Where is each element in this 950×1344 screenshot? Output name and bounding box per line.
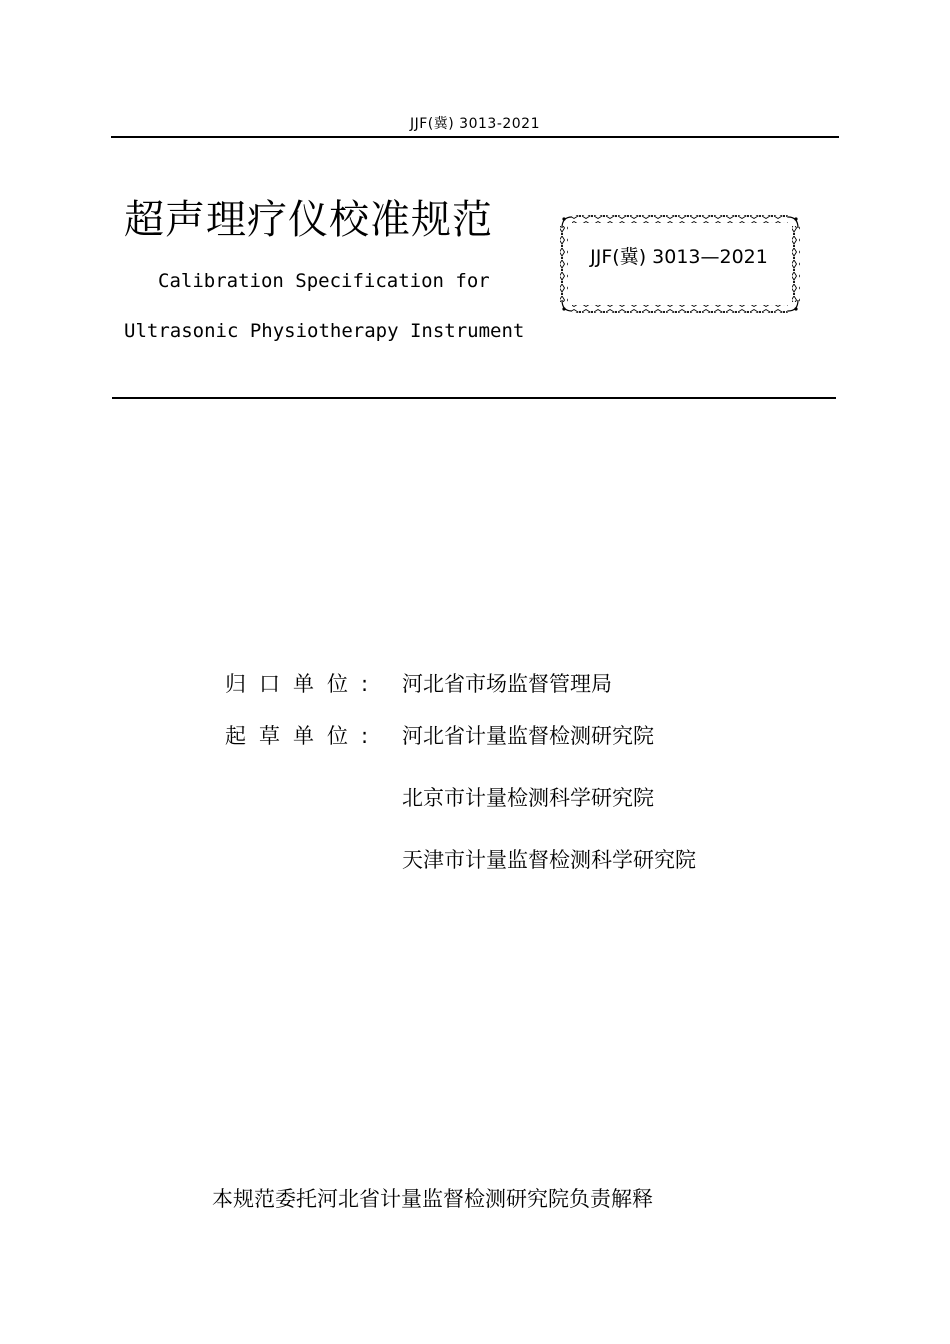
drafting-unit-label: 起草单位: <box>225 724 382 748</box>
drafting-unit-3: 天津市计量监督检测科学研究院 <box>402 848 696 872</box>
drafting-unit-1: 河北省计量监督检测研究院 <box>402 724 654 748</box>
responsible-unit-value: 河北省市场监督管理局 <box>402 672 612 696</box>
standard-code: JJF(冀) 3013—2021 <box>590 246 768 268</box>
page-title: 超声理疗仪校准规范 <box>124 197 493 243</box>
interpretation-note: 本规范委托河北省计量监督检测研究院负责解释 <box>212 1187 653 1211</box>
header-code: JJF(冀) 3013-2021 <box>410 116 540 132</box>
title-rule <box>112 397 836 399</box>
drafting-unit-2: 北京市计量检测科学研究院 <box>402 786 654 810</box>
header-rule <box>111 136 839 138</box>
responsible-unit-label: 归口单位: <box>225 672 382 696</box>
english-title-line-2: Ultrasonic Physiotherapy Instrument <box>124 320 525 342</box>
english-title-line-1: Calibration Specification for <box>158 270 490 292</box>
